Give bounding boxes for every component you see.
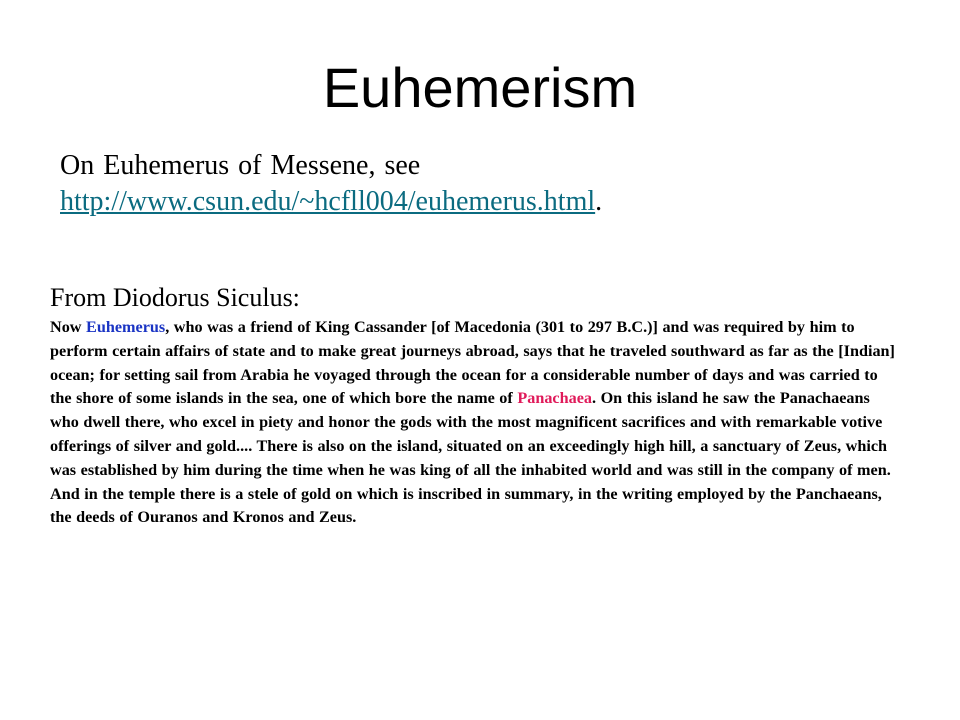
diodorus-quote <box>50 316 900 530</box>
see-text: On Euhemerus of Messene, see <box>60 150 421 181</box>
quote-heading: From Diodorus Siculus: <box>50 283 300 312</box>
quote-part-3: . On this island he saw the Panachaeans who dwell there, who excel in piety and honor the gods with the most magnificent sacrifices and with remarkable votive offerings of silver and gold.... There is also on the island, situated on an exceedingly high hill, a sanctuary of Zeus, which was established by him during the time when he was king of all the inhabited world and was still in the company of men. And in the temple there is a stele of gold on which is inscribed in summary, in the writing employed by the Panchaeans, the deeds of Ouranos and Kronos and Zeus. <box>50 389 891 527</box>
highlight-euhemerus: Euhemerus <box>86 318 166 336</box>
euhemerus-link[interactable]: http://www.csun.edu/~hcfll004/euhemerus.html <box>60 186 596 217</box>
see-paragraph <box>60 148 920 220</box>
slide-title: Euhemerism <box>322 56 638 119</box>
see-suffix: . <box>595 186 603 217</box>
quote-part-2: , who was a friend of King Cassander [of Macedonia (301 to 297 B.C.)] and was required by him to perform certain affairs of state and to make great journeys abroad, says that he traveled southward as far as the [Indian] ocean; for setting sail from Arabia he voyaged through the ocean for a considerable number of days and was carried to the shore of some islands in the sea, one of which bore the name of <box>50 318 895 408</box>
quote-part-1: Now <box>50 318 87 336</box>
highlight-panachaea: Panachaea <box>517 389 592 408</box>
